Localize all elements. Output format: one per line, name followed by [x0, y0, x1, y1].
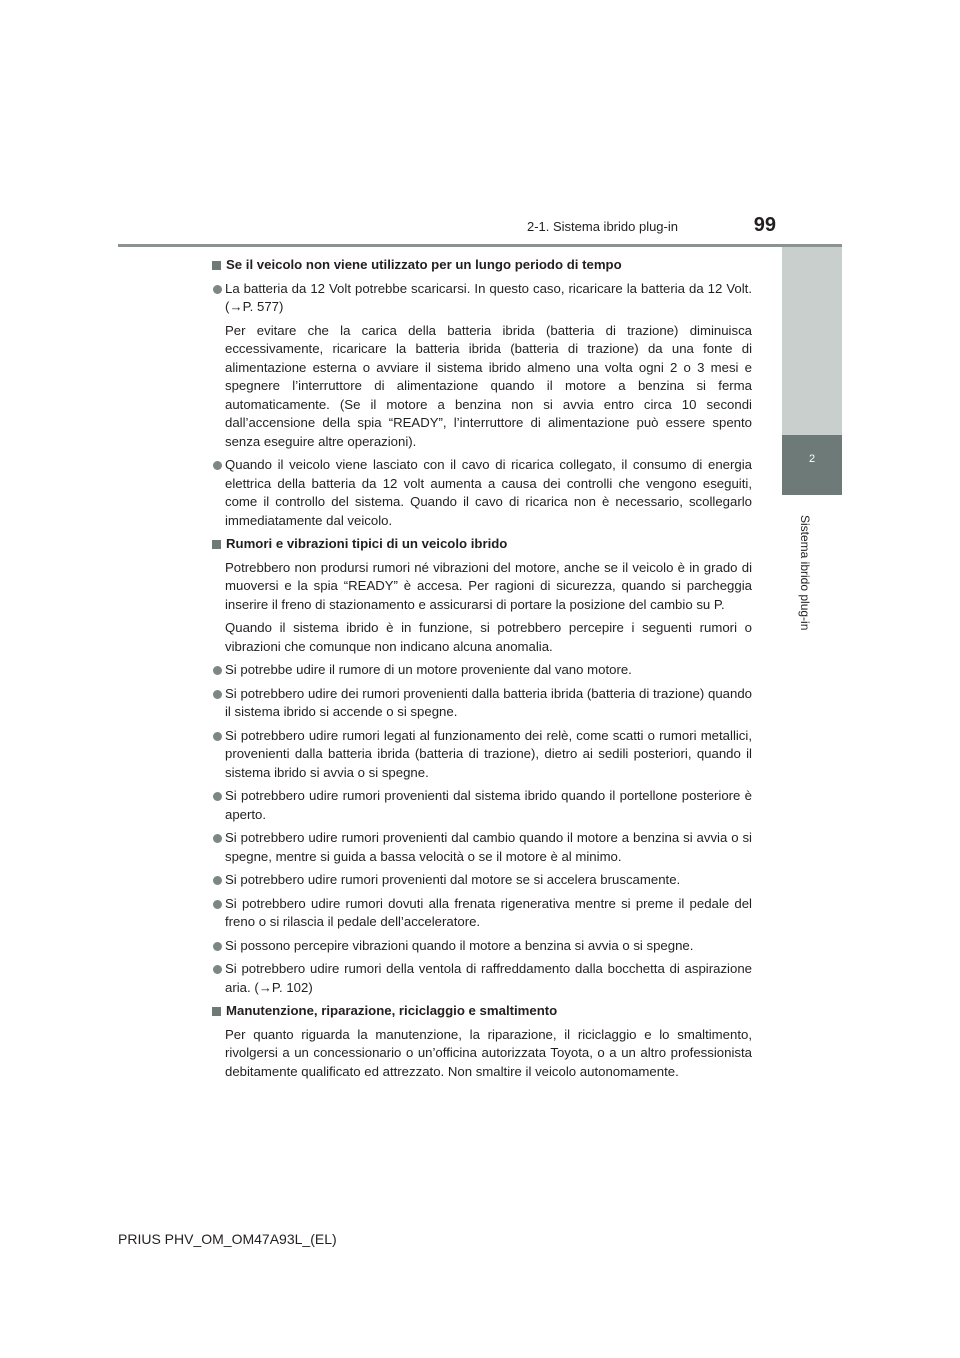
list-item-text: Si potrebbero udire rumori della ventola di raffreddamento dalla bocchetta di aspirazione aria. (→P. 102): [225, 961, 752, 995]
square-bullet-icon: [212, 1007, 221, 1016]
list-item-text: Si possono percepire vibrazioni quando il motore a benzina si avvia o si spegne.: [225, 937, 694, 953]
list-item: [212, 829, 752, 866]
circle-bullet-icon: [213, 876, 222, 885]
list-item-text: Si potrebbero udire rumori provenienti dal sistema ibrido quando il portellone posteriore è aperto.: [225, 788, 752, 822]
list-item-text: Si potrebbero udire rumori legati al funzionamento dei relè, come scatti o rumori metallici, provenienti dalla batteria ibrida (batteria di trazione), dietro ai sedili posteriori, quando il sistema ibrido si avvia o si spegne.: [225, 727, 752, 780]
list-item: [212, 871, 752, 890]
page-content: [212, 251, 752, 1081]
circle-bullet-icon: [213, 732, 222, 741]
list-item: [212, 937, 752, 956]
chapter-number: 2: [808, 453, 816, 465]
heading-text: Rumori e vibrazioni tipici di un veicolo ibrido: [226, 536, 508, 551]
list-item: [212, 456, 752, 530]
circle-bullet-icon: [213, 792, 222, 801]
chapter-tab: [782, 435, 842, 495]
list-item-text: La batteria da 12 Volt potrebbe scaricarsi. In questo caso, ricaricare la batteria da 12 Volt. (→P. 577): [225, 280, 752, 314]
paragraph: Per evitare che la carica della batteria ibrida (batteria di trazione) diminuisca eccessivamente, ricaricare la batteria ibrida (batteria di trazione) da una fonte di alimentazione esterna o avviare il sistema ibrido almeno una volta ogni 2 o 3 mesi e spegnere l’interruttore di alimentazione quando il motore a benzina si ferma automaticamente. (Se il motore a benzina non si avvia entro circa 10 secondi dall’accensione della spia “READY”, l’interruttore di alimentazione può essere spento senza eseguire altre operazioni).: [225, 322, 752, 449]
list-item-text: Si potrebbero udire rumori provenienti dal motore se si accelera bruscamente.: [225, 872, 681, 887]
list-item-text: Si potrebbero udire rumori dovuti alla frenata rigenerativa mentre si preme il pedale del freno o si rilascia il pedale dell’acceleratore.: [225, 895, 752, 929]
list-item: [212, 727, 752, 783]
circle-bullet-icon: [213, 666, 222, 675]
paragraph: Per quanto riguarda la manutenzione, la riparazione, il riciclaggio e lo smaltimento, rivolgersi a un concessionario o un’officina autorizzata Toyota, o a un altro professionista debitamente qualificato ed attrezzato. Non smaltire il veicolo autonomamente.: [225, 1026, 752, 1079]
list-item: [212, 280, 752, 317]
circle-bullet-icon: [213, 834, 222, 843]
list-item: [212, 895, 752, 932]
circle-bullet-icon: [213, 942, 222, 951]
list-item: [212, 685, 752, 722]
circle-bullet-icon: [213, 690, 222, 699]
list-item: [212, 787, 752, 824]
section-heading: [212, 535, 752, 554]
square-bullet-icon: [212, 540, 221, 549]
page-number: 99: [753, 214, 776, 236]
square-bullet-icon: [212, 261, 221, 270]
header-rule: [118, 244, 842, 247]
circle-bullet-icon: [213, 461, 222, 470]
list-item-text: Si potrebbero udire dei rumori provenienti dalla batteria ibrida (batteria di trazione) quando il sistema ibrido si accende o si spegne.: [225, 685, 752, 719]
list-item: [212, 661, 752, 680]
side-margin-bar: [782, 247, 842, 435]
list-item-text: Si potrebbero udire rumori provenienti dal cambio quando il motore a benzina si avvia o si spegne, mentre si guida a bassa velocità o se il motore è al minimo.: [225, 830, 752, 864]
circle-bullet-icon: [213, 900, 222, 909]
circle-bullet-icon: [213, 285, 222, 294]
heading-text: Se il veicolo non viene utilizzato per un lungo periodo di tempo: [226, 257, 622, 272]
circle-bullet-icon: [213, 965, 222, 974]
list-item: [212, 960, 752, 997]
list-item-text: Si potrebbe udire il rumore di un motore proveniente dal vano motore.: [225, 662, 632, 677]
paragraph: Quando il sistema ibrido è in funzione, si potrebbero percepire i seguenti rumori o vibrazioni che comunque non indicano alcuna anomalia.: [225, 620, 752, 654]
list-item-text: Quando il veicolo viene lasciato con il cavo di ricarica collegato, il consumo di energia elettrica della batteria da 12 volt aumenta a causa dei controlli che vengono eseguiti, come il controllo del sistema. Quando il cavo di ricarica non è necessario, scollegarlo immediatamente dal veicolo.: [225, 457, 752, 528]
section-heading: [212, 1002, 752, 1021]
section-title: 2-1. Sistema ibrido plug-in: [526, 219, 678, 234]
document-code: PRIUS PHV_OM_OM47A93L_(EL): [118, 1231, 337, 1247]
paragraph: Potrebbero non prodursi rumori né vibrazioni del motore, anche se il veicolo è in grado di muoversi e la spia “READY” è accesa. Per ragioni di sicurezza, quando si parcheggia inserire il freno di stazionamento e assicurarsi di portare la posizione del cambio su P.: [225, 559, 752, 612]
section-heading: [212, 256, 752, 275]
chapter-title: Sistema ibrido plug-in: [798, 515, 812, 631]
heading-text: Manutenzione, riparazione, riciclaggio e smaltimento: [226, 1003, 558, 1018]
